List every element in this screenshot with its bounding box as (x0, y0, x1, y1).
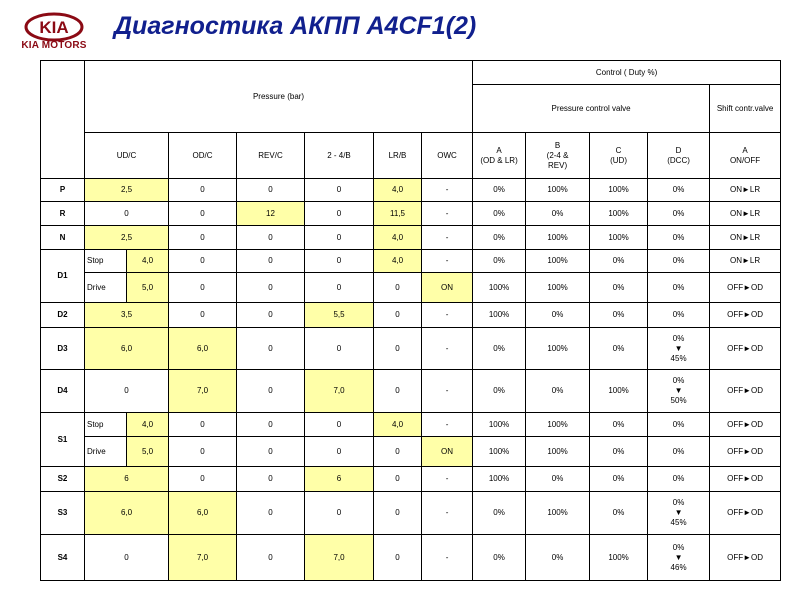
cell-udc: 6,0 (85, 328, 169, 370)
table-row (41, 535, 781, 581)
cell-odc: 6,0 (169, 492, 237, 535)
cell-revc: 0 (237, 250, 305, 273)
cell-revc: 0 (237, 467, 305, 492)
cell-sub-label: Drive (85, 437, 127, 467)
col-header-owc: OWC (422, 133, 473, 179)
cell-shift-a: OFF►OD (710, 303, 781, 328)
cell-owc: - (422, 370, 473, 413)
cell-b: 100% (526, 437, 590, 467)
cell-lrb: 0 (374, 328, 422, 370)
cell-odc: 0 (169, 273, 237, 303)
cell-c: 0% (590, 250, 648, 273)
col-header-lrb: LR/B (374, 133, 422, 179)
cell-d: 0% ▼ 46% (648, 535, 710, 581)
cell-b: 100% (526, 179, 590, 202)
cell-sub-label: Stop (85, 250, 127, 273)
cell-udc: 0 (85, 370, 169, 413)
cell-c: 0% (590, 467, 648, 492)
row-label: D4 (41, 370, 85, 413)
col-header-b: B (2-4 & REV) (526, 133, 590, 179)
cell-shift-a: OFF►OD (710, 535, 781, 581)
cell-odc: 0 (169, 413, 237, 437)
cell-revc: 0 (237, 535, 305, 581)
cell-revc: 12 (237, 202, 305, 226)
row-label: P (41, 179, 85, 202)
cell-24b: 7,0 (305, 535, 374, 581)
cell-b: 100% (526, 413, 590, 437)
page-title: Диагностика АКПП А4CF1(2) (114, 12, 477, 40)
cell-sub-label: Stop (85, 413, 127, 437)
cell-odc: 0 (169, 467, 237, 492)
table-row (41, 273, 781, 303)
cell-24b: 6 (305, 467, 374, 492)
cell-a: 0% (473, 202, 526, 226)
cell-a: 100% (473, 413, 526, 437)
cell-owc: - (422, 179, 473, 202)
cell-owc: - (422, 535, 473, 581)
cell-a: 100% (473, 437, 526, 467)
cell-lrb: 4,0 (374, 179, 422, 202)
cell-revc: 0 (237, 437, 305, 467)
cell-udc: 5,0 (127, 437, 169, 467)
cell-revc: 0 (237, 273, 305, 303)
cell-revc: 0 (237, 492, 305, 535)
cell-udc: 0 (85, 535, 169, 581)
cell-c: 0% (590, 492, 648, 535)
cell-c: 0% (590, 437, 648, 467)
cell-shift-a: ON►LR (710, 226, 781, 250)
cell-c: 0% (590, 303, 648, 328)
corner-cell (41, 61, 85, 179)
cell-udc: 4,0 (127, 413, 169, 437)
header-row-1 (41, 61, 781, 85)
cell-c: 100% (590, 535, 648, 581)
cell-owc: ON (422, 273, 473, 303)
cell-udc: 3,5 (85, 303, 169, 328)
cell-lrb: 11,5 (374, 202, 422, 226)
cell-a: 0% (473, 179, 526, 202)
cell-owc: ON (422, 437, 473, 467)
cell-odc: 0 (169, 226, 237, 250)
table-row (41, 250, 781, 273)
shift-valve-header: Shift contr.valve (710, 85, 781, 133)
col-header-revc: REV/C (237, 133, 305, 179)
cell-owc: - (422, 328, 473, 370)
row-label: S4 (41, 535, 85, 581)
cell-shift-a: ON►LR (710, 179, 781, 202)
cell-d: 0% ▼ 45% (648, 328, 710, 370)
cell-b: 100% (526, 492, 590, 535)
cell-b: 0% (526, 370, 590, 413)
row-label: R (41, 202, 85, 226)
row-label: D2 (41, 303, 85, 328)
cell-a: 100% (473, 303, 526, 328)
cell-lrb: 4,0 (374, 250, 422, 273)
col-header-c: C (UD) (590, 133, 648, 179)
cell-udc: 6 (85, 467, 169, 492)
table-row (41, 202, 781, 226)
cell-owc: - (422, 226, 473, 250)
cell-shift-a: OFF►OD (710, 492, 781, 535)
cell-lrb: 4,0 (374, 226, 422, 250)
cell-lrb: 0 (374, 467, 422, 492)
cell-revc: 0 (237, 226, 305, 250)
cell-d: 0% (648, 303, 710, 328)
control-header: Control ( Duty %) (473, 61, 781, 85)
col-header-a: A (OD & LR) (473, 133, 526, 179)
table-row (41, 226, 781, 250)
cell-d: 0% ▼ 45% (648, 492, 710, 535)
cell-a: 100% (473, 467, 526, 492)
cell-c: 100% (590, 202, 648, 226)
row-label: D3 (41, 328, 85, 370)
cell-owc: - (422, 202, 473, 226)
cell-odc: 7,0 (169, 535, 237, 581)
cell-d: 0% (648, 250, 710, 273)
cell-c: 0% (590, 273, 648, 303)
cell-shift-a: ON►LR (710, 250, 781, 273)
cell-revc: 0 (237, 413, 305, 437)
cell-24b: 0 (305, 328, 374, 370)
cell-24b: 5,5 (305, 303, 374, 328)
table-row (41, 179, 781, 202)
cell-owc: - (422, 250, 473, 273)
cell-revc: 0 (237, 303, 305, 328)
cell-b: 100% (526, 226, 590, 250)
col-header-shift-a: A ON/OFF (710, 133, 781, 179)
cell-24b: 0 (305, 250, 374, 273)
cell-shift-a: OFF►OD (710, 467, 781, 492)
cell-b: 100% (526, 328, 590, 370)
cell-lrb: 0 (374, 437, 422, 467)
table-row (41, 492, 781, 535)
cell-owc: - (422, 413, 473, 437)
cell-odc: 0 (169, 303, 237, 328)
cell-odc: 0 (169, 202, 237, 226)
pcv-header: Pressure control valve (473, 85, 710, 133)
cell-b: 100% (526, 250, 590, 273)
cell-revc: 0 (237, 370, 305, 413)
row-label: S1 (41, 413, 85, 467)
cell-shift-a: OFF►OD (710, 328, 781, 370)
logo-caption: KIA MOTORS (21, 40, 87, 51)
table-row (41, 467, 781, 492)
cell-revc: 0 (237, 328, 305, 370)
cell-lrb: 0 (374, 303, 422, 328)
cell-shift-a: OFF►OD (710, 273, 781, 303)
cell-udc: 0 (85, 202, 169, 226)
cell-d: 0% ▼ 50% (648, 370, 710, 413)
cell-lrb: 0 (374, 273, 422, 303)
cell-c: 100% (590, 179, 648, 202)
cell-sub-label: Drive (85, 273, 127, 303)
cell-24b: 7,0 (305, 370, 374, 413)
cell-shift-a: OFF►OD (710, 437, 781, 467)
cell-b: 0% (526, 202, 590, 226)
cell-c: 0% (590, 413, 648, 437)
cell-24b: 0 (305, 202, 374, 226)
cell-24b: 0 (305, 273, 374, 303)
cell-24b: 0 (305, 179, 374, 202)
cell-odc: 0 (169, 179, 237, 202)
cell-owc: - (422, 467, 473, 492)
cell-a: 0% (473, 328, 526, 370)
row-label: D1 (41, 250, 85, 303)
cell-24b: 0 (305, 437, 374, 467)
cell-b: 100% (526, 273, 590, 303)
cell-c: 0% (590, 328, 648, 370)
cell-odc: 0 (169, 437, 237, 467)
cell-a: 0% (473, 226, 526, 250)
cell-odc: 0 (169, 250, 237, 273)
cell-owc: - (422, 492, 473, 535)
cell-odc: 7,0 (169, 370, 237, 413)
cell-shift-a: ON►LR (710, 202, 781, 226)
cell-a: 0% (473, 492, 526, 535)
table-row (41, 370, 781, 413)
row-label: S2 (41, 467, 85, 492)
cell-lrb: 4,0 (374, 413, 422, 437)
cell-a: 0% (473, 250, 526, 273)
cell-lrb: 0 (374, 535, 422, 581)
cell-shift-a: OFF►OD (710, 370, 781, 413)
cell-24b: 0 (305, 226, 374, 250)
cell-b: 0% (526, 535, 590, 581)
header-row-3 (41, 133, 781, 179)
cell-revc: 0 (237, 179, 305, 202)
cell-b: 0% (526, 467, 590, 492)
cell-a: 0% (473, 370, 526, 413)
table-row (41, 328, 781, 370)
cell-lrb: 0 (374, 370, 422, 413)
cell-udc: 5,0 (127, 273, 169, 303)
logo-wordmark: KIA (39, 18, 69, 37)
cell-d: 0% (648, 179, 710, 202)
cell-udc: 2,5 (85, 179, 169, 202)
cell-udc: 2,5 (85, 226, 169, 250)
cell-d: 0% (648, 467, 710, 492)
col-header-odc: OD/C (169, 133, 237, 179)
cell-a: 100% (473, 273, 526, 303)
cell-udc: 4,0 (127, 250, 169, 273)
cell-c: 100% (590, 370, 648, 413)
col-header-24b: 2 - 4/B (305, 133, 374, 179)
cell-a: 0% (473, 535, 526, 581)
col-header-udc: UD/C (85, 133, 169, 179)
cell-d: 0% (648, 226, 710, 250)
cell-d: 0% (648, 202, 710, 226)
cell-d: 0% (648, 437, 710, 467)
table-row (41, 437, 781, 467)
cell-udc: 6,0 (85, 492, 169, 535)
cell-owc: - (422, 303, 473, 328)
row-label: S3 (41, 492, 85, 535)
cell-c: 100% (590, 226, 648, 250)
cell-d: 0% (648, 273, 710, 303)
table-row (41, 413, 781, 437)
diagnostics-table (40, 60, 781, 581)
row-label: N (41, 226, 85, 250)
cell-shift-a: OFF►OD (710, 413, 781, 437)
cell-24b: 0 (305, 413, 374, 437)
cell-d: 0% (648, 413, 710, 437)
pressure-header: Pressure (bar) (85, 61, 473, 133)
cell-24b: 0 (305, 492, 374, 535)
cell-odc: 6,0 (169, 328, 237, 370)
cell-b: 0% (526, 303, 590, 328)
cell-lrb: 0 (374, 492, 422, 535)
table-row (41, 303, 781, 328)
col-header-d: D (DCC) (648, 133, 710, 179)
